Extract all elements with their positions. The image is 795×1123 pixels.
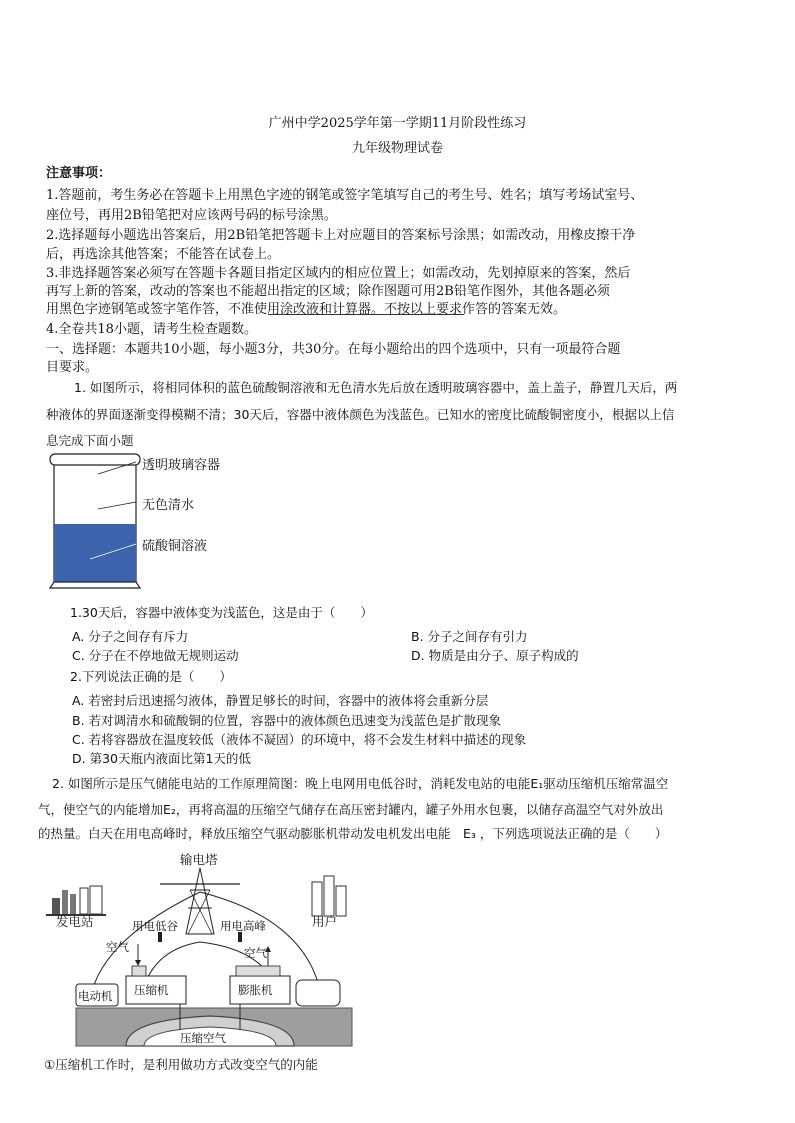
- exam-title: 广州中学2025学年第一学期11月阶段性练习: [268, 116, 527, 131]
- q1-sub2-option-b: B. 若对调清水和硫酸铜的位置，容器中的液体颜色迅速变为浅蓝色是扩散现象: [72, 713, 502, 728]
- label-air-out: 空气: [244, 946, 267, 960]
- notice-line-4: 后，再选涂其他答案；不能答在试卷上。: [46, 247, 281, 262]
- container-base: [50, 582, 140, 588]
- notice-line-1: 1.答题前，考生务必在答题卡上用黑色字迹的钢笔或签字笔填写自己的考生号、姓名；填写考场试室号、: [46, 188, 644, 203]
- container-lid: [50, 454, 140, 465]
- label-expander: 膨胀机: [238, 983, 273, 997]
- q2-stem-line-2: 气，使空气的内能增加E₂，再将高温的压缩空气储存在高压密封罐内，罐子外用水包裹，以储存高温空气对外放出: [38, 802, 664, 817]
- label-air-in: 空气: [106, 940, 129, 954]
- station-chimney-2: [70, 894, 76, 914]
- label-peak-demand: 用电高峰: [220, 919, 266, 933]
- q1-sub1-option-c: C. 分子在不停地做无规则运动: [72, 648, 239, 663]
- user-building-2: [324, 876, 334, 916]
- q1-sub2-option-a: A. 若密封后迅速摇匀液体，静置足够长的时间，容器中的液体将会重新分层: [72, 693, 489, 708]
- label-low-demand: 用电低谷: [132, 919, 178, 933]
- generator-box: [296, 980, 340, 1006]
- q1-container-figure: [40, 452, 300, 592]
- user-building-3: [336, 886, 346, 916]
- transmission-tower: [186, 868, 214, 934]
- label-water: 无色清水: [142, 498, 195, 513]
- q1-stem-line-3: 息完成下面小题: [46, 433, 134, 448]
- q1-sub1-stem: 1.30天后，容器中液体变为浅蓝色，这是由于（ ）: [70, 605, 373, 620]
- label-user: 用户: [312, 914, 338, 929]
- label-solution: 硫酸铜溶液: [142, 539, 208, 554]
- label-compressor: 压缩机: [134, 983, 169, 997]
- label-tower: 输电塔: [180, 852, 218, 867]
- q1-sub2-option-d: D. 第30天瓶内液面比第1天的低: [72, 751, 251, 766]
- notice-underline: [268, 314, 464, 315]
- section1-heading: 一、选择题：本题共10小题，每小题3分，共30分。在每小题给出的四个选项中，只有一项最符合题: [46, 342, 621, 357]
- station-chimney-1: [62, 890, 68, 914]
- notice-line-6: 再写上新的答案，改动的答案也不能超出指定的区域；除作图题可用2B铅笔作图外，其他各题必须: [46, 284, 610, 299]
- label-container: 透明玻璃容器: [142, 458, 221, 473]
- label-compressed-air: 压缩空气: [180, 1031, 226, 1045]
- notice-heading: 注意事项：: [46, 166, 112, 181]
- label-station: 发电站: [56, 914, 94, 929]
- q2-energy-storage-figure: [40, 850, 360, 1050]
- copper-sulfate-solution: [54, 524, 136, 582]
- notice-line-8: 4.全卷共18小题，请考生检查题数。: [46, 322, 257, 337]
- q2-stem-line-1: 2. 如图所示是压气储能电站的工作原理简图：晚上电网用电低谷时，消耗发电站的电能E₁驱动压缩机压缩常温空: [52, 776, 669, 791]
- station-tower: [80, 888, 88, 914]
- q1-stem-line-2: 种液体的界面逐渐变得模糊不清；30天后，容器中液体颜色为浅蓝色。已知水的密度比硫酸铜密度小，根据以上信: [46, 407, 675, 422]
- q1-stem-line-1: 1. 如图所示，将相同体积的蓝色硫酸铜溶液和无色清水先后放在透明玻璃容器中，盖上盖子，静置几天后，两: [74, 380, 678, 395]
- q1-sub1-option-d: D. 物质是由分子、原子构成的: [411, 648, 579, 663]
- label-motor: 电动机: [78, 989, 113, 1003]
- q2-stem-line-3: 的热量。白天在用电高峰时，释放压缩空气驱动膨胀机带动发电机发出电能 E₃ ，下列选项说法正确的是（ ）: [38, 826, 668, 841]
- leader-water: [98, 502, 136, 509]
- user-building-1: [312, 882, 322, 916]
- notice-line-3: 2.选择题每小题选出答案后，用2B铅笔把答题卡上对应题目的答案标号涂黑；如需改动，用橡皮擦干净: [46, 228, 636, 243]
- q1-sub1-option-a: A. 分子之间存有斥力: [72, 629, 189, 644]
- notice-line-2: 座位号，再用2B铅笔把对应该两号码的标号涂黑。: [46, 208, 337, 223]
- q1-sub2-option-c: C. 若将容器放在温度较低（液体不凝固）的环境中，将不会发生材料中描述的现象: [72, 732, 527, 747]
- notice-line-7: 用黑色字迹钢笔或签字笔作答，不准使用涂改液和计算器。不按以上要求作答的答案无效。: [46, 302, 567, 317]
- station-building-2: [90, 886, 102, 914]
- q1-sub2-stem: 2.下列说法正确的是（ ）: [70, 669, 232, 684]
- notice-line-5: 3.非选择题答案必须写在答题卡各题目指定区域内的相应位置上；如需改动，先划掉原来的答案，然后: [46, 266, 631, 281]
- exam-subtitle: 九年级物理试卷: [351, 141, 443, 156]
- q2-statement-1: ①压缩机工作时，是利用做功方式改变空气的内能: [44, 1057, 318, 1072]
- section1-heading-cont: 目要求。: [46, 360, 99, 375]
- q1-sub1-option-b: B. 分子之间存有引力: [411, 629, 528, 644]
